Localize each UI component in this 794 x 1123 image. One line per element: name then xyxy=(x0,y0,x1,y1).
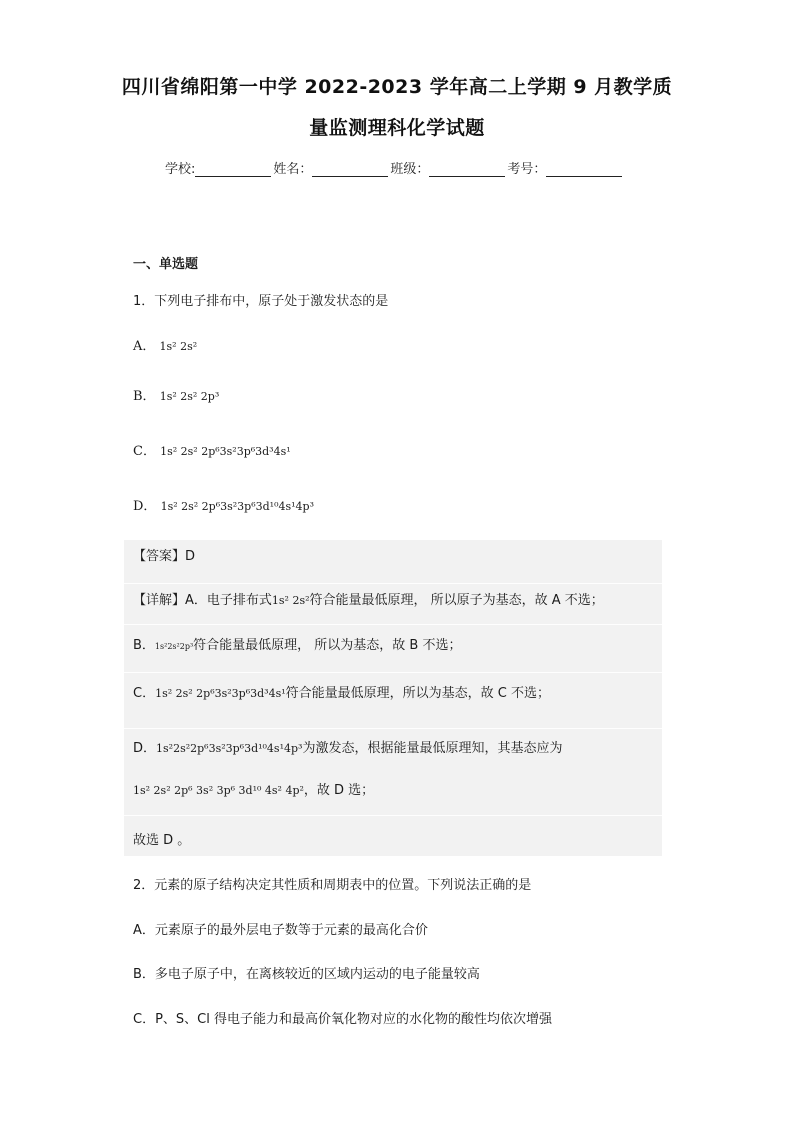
q1-option-a xyxy=(133,338,197,356)
box-divider xyxy=(124,583,662,584)
electron-config: 1s² 2s² 2p⁶3s²3p⁶3d¹⁰4s¹4p³ xyxy=(160,500,314,513)
q1-detail-d-continued xyxy=(133,782,374,800)
detail-text: D． xyxy=(133,741,157,756)
q1-conclusion: 故选 D 。 xyxy=(133,833,191,848)
exam-number-blank[interactable] xyxy=(546,162,622,177)
box-divider xyxy=(124,728,662,729)
class-label: 班级： xyxy=(390,162,430,177)
q1-option-c xyxy=(133,443,291,461)
question-1-stem: 1．下列电子排布中，原子处于激发状态的是 xyxy=(133,294,389,309)
detail-text: B． xyxy=(133,638,155,653)
q1-option-d xyxy=(133,498,314,516)
detail-text: 【详解】A．电子排布式 xyxy=(133,593,272,608)
electron-config: 1s²2s²2p³ xyxy=(154,642,194,651)
option-label: A． xyxy=(133,339,156,354)
detail-text: 符合能量最低原理， 所以原子为基态，故 A 不选； xyxy=(309,593,604,608)
detail-text: 为激发态，根据能量最低原理知，其基态应为 xyxy=(302,741,563,756)
q2-option-c: C．P、S、Cl 得电子能力和最高价氧化物对应的水化物的酸性均依次增强 xyxy=(133,1012,552,1027)
question-2-stem: 2．元素的原子结构决定其性质和周期表中的位置。下列说法正确的是 xyxy=(133,878,532,893)
option-label: C． xyxy=(133,444,156,459)
electron-config: 1s² 2s² 2p⁶3s²3p⁶3d³4s¹ xyxy=(155,687,286,700)
electron-config: 1s² 2s² 2p³ xyxy=(159,390,220,403)
electron-config: 1s² 2s² xyxy=(159,340,198,353)
electron-config: 1s² 2s² 2p⁶ 3s² 3p⁶ 3d¹⁰ 4s² 4p² xyxy=(133,784,304,797)
exam-title-line-1: 四川省绵阳第一中学 2022-2023 学年高二上学期 9 月教学质 xyxy=(121,76,673,98)
school-label: 学校: xyxy=(165,162,196,177)
q2-option-b: B．多电子原子中，在离核较近的区域内运动的电子能量较高 xyxy=(133,967,480,982)
electron-config: 1s² 2s² 2p⁶3s²3p⁶3d³4s¹ xyxy=(160,445,291,458)
option-label: B． xyxy=(133,389,156,404)
exam-title-line-2: 量监测理科化学试题 xyxy=(309,117,485,139)
section-heading-single-choice: 一、单选题 xyxy=(133,257,199,272)
q2-option-a: A．元素原子的最外层电子数等于元素的最高化合价 xyxy=(133,923,428,938)
detail-text: ，故 D 选； xyxy=(303,783,375,798)
name-blank[interactable] xyxy=(312,162,388,177)
electron-config: 1s² 2s² xyxy=(271,594,310,607)
q1-answer: 【答案】D xyxy=(133,549,196,564)
box-divider xyxy=(124,672,662,673)
exam-number-label: 考号： xyxy=(507,162,547,177)
electron-config: 1s²2s²2p⁶3s²3p⁶3d¹⁰4s¹4p³ xyxy=(156,742,303,755)
q1-detail-a xyxy=(133,592,604,610)
q1-detail-b xyxy=(133,637,461,656)
detail-text: 符合能量最低原理，所以为基态，故 C 不选； xyxy=(285,686,550,701)
school-blank[interactable] xyxy=(195,162,271,177)
class-blank[interactable] xyxy=(429,162,505,177)
detail-text: 符合能量最低原理， 所以为基态，故 B 不选； xyxy=(193,638,462,653)
q1-detail-d xyxy=(133,740,562,758)
box-divider xyxy=(124,815,662,816)
q1-option-b xyxy=(133,388,219,406)
option-label: D． xyxy=(133,499,157,514)
name-label: 姓名： xyxy=(273,162,313,177)
q1-detail-c xyxy=(133,685,550,703)
student-info-row xyxy=(165,158,624,177)
detail-text: C． xyxy=(133,686,156,701)
box-divider xyxy=(124,624,662,625)
